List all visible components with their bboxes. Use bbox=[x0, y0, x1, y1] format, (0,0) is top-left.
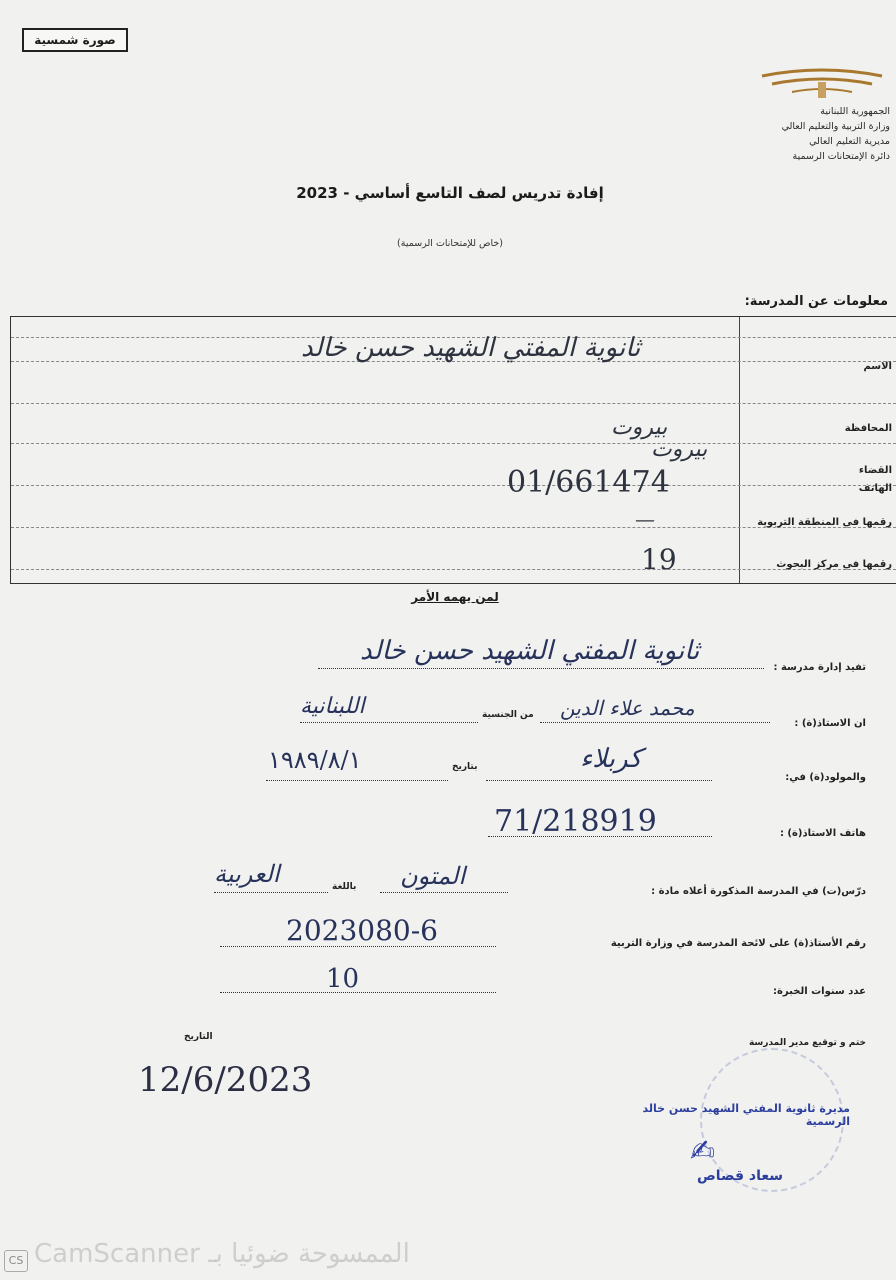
document-subtitle: (خاص للإمتحانات الرسمية) bbox=[397, 238, 503, 249]
nationality-fill-line bbox=[300, 722, 478, 723]
teacher-number-value: 2023080-6 bbox=[286, 914, 438, 947]
ministry-logo-icon bbox=[752, 62, 892, 102]
footer-date-label: التاريخ bbox=[184, 1032, 213, 1042]
born-date-fill-line bbox=[266, 780, 448, 781]
table-row-rule bbox=[11, 403, 896, 404]
ministry-header bbox=[700, 104, 890, 164]
table-row-rule bbox=[11, 485, 896, 486]
ministry-line: مديرية التعليم العالي bbox=[809, 136, 890, 147]
born-place-value: كربلاء bbox=[580, 744, 642, 774]
ministry-line: وزارة التربية والتعليم العالي bbox=[781, 121, 890, 132]
concern-heading: لمن يهمه الأمر bbox=[411, 590, 499, 604]
principal-stamp-label: ختم و توقيع مدير المدرسة bbox=[748, 1038, 866, 1048]
district-value: بيروت bbox=[651, 437, 708, 462]
experience-years-value: 10 bbox=[326, 964, 360, 994]
district-label: القضاء bbox=[858, 465, 892, 476]
admin-label: تفيد إدارة مدرسة : bbox=[773, 662, 866, 673]
admin-value: ثانوية المفتي الشهيد حسن خالد bbox=[360, 636, 700, 666]
school-name-label: الاسم bbox=[863, 361, 892, 372]
governorate-value: بيروت bbox=[611, 415, 668, 440]
photo-placeholder-label: صورة شمسية bbox=[22, 28, 128, 52]
born-label: والمولود(ة) في: bbox=[785, 772, 866, 783]
table-row-rule bbox=[11, 443, 896, 444]
subject-value: المتون bbox=[400, 862, 466, 890]
signature-icon: ✍ bbox=[690, 1134, 716, 1169]
teacher-phone-value: 71/218919 bbox=[494, 804, 657, 839]
language-label: باللغة bbox=[332, 882, 357, 892]
nationality-label: من الجنسية bbox=[482, 710, 534, 720]
born-date-value: ١٩٨٩/٨/١ bbox=[268, 746, 362, 774]
governorate-label: المحافظة bbox=[844, 423, 892, 434]
teacher-value: محمد علاء الدين bbox=[560, 696, 695, 720]
research-center-number-value: 19 bbox=[641, 543, 677, 576]
teacher-label: ان الاستاذ(ة) : bbox=[794, 718, 866, 729]
subject-fill-line bbox=[380, 892, 508, 893]
ministry-line: دائرة الإمتحانات الرسمية bbox=[792, 151, 890, 162]
table-column-divider bbox=[739, 317, 740, 583]
signer-name: سعاد قصاص bbox=[696, 1168, 784, 1184]
teacher-phone-label: هاتف الاستاذ(ة) : bbox=[779, 828, 866, 839]
phone-label: الهاتف bbox=[858, 483, 892, 494]
teacher-number-label: رقم الأستاذ(ة) على لائحة المدرسة في وزارة التربية bbox=[610, 938, 866, 949]
language-value: العربية bbox=[214, 860, 280, 888]
school-name-value: ثانوية المفتي الشهيد حسن خالد bbox=[301, 333, 641, 363]
edu-region-number-value: — bbox=[635, 507, 655, 531]
nationality-value: اللبنانية bbox=[300, 694, 365, 719]
taught-subject-label: درّس(ت) في المدرسة المذكورة أعلاه مادة : bbox=[651, 886, 866, 897]
language-fill-line bbox=[214, 892, 328, 893]
document-title: إفادة تدريس لصف التاسع أساسي - 2023 bbox=[296, 184, 604, 202]
table-row-rule bbox=[11, 569, 896, 570]
born-place-fill-line bbox=[486, 780, 712, 781]
teacher-fill-line bbox=[540, 722, 770, 723]
experience-years-label: عدد سنوات الخبرة: bbox=[773, 986, 866, 997]
school-info-table bbox=[10, 316, 896, 584]
research-center-number-label: رقمها في مركز البحوث bbox=[776, 559, 892, 570]
admin-fill-line bbox=[318, 668, 764, 669]
ministry-line: الجمهورية اللبنانية bbox=[820, 106, 890, 117]
scanner-watermark: CamScanner الممسوحة ضوئيا بـ bbox=[34, 1239, 410, 1269]
school-info-heading: معلومات عن المدرسة: bbox=[744, 294, 888, 309]
camscanner-icon: CS bbox=[4, 1250, 28, 1272]
footer-date-value: 12/6/2023 bbox=[138, 1060, 313, 1100]
stamp-text: مديرة ثانوية المفتي الشهيد حسن خالد الرسمية bbox=[642, 1102, 850, 1128]
phone-value: 01/661474 bbox=[507, 465, 670, 500]
edu-region-number-label: رقمها في المنطقة التربوية bbox=[757, 517, 892, 528]
born-date-label: بتاريخ bbox=[452, 762, 478, 772]
